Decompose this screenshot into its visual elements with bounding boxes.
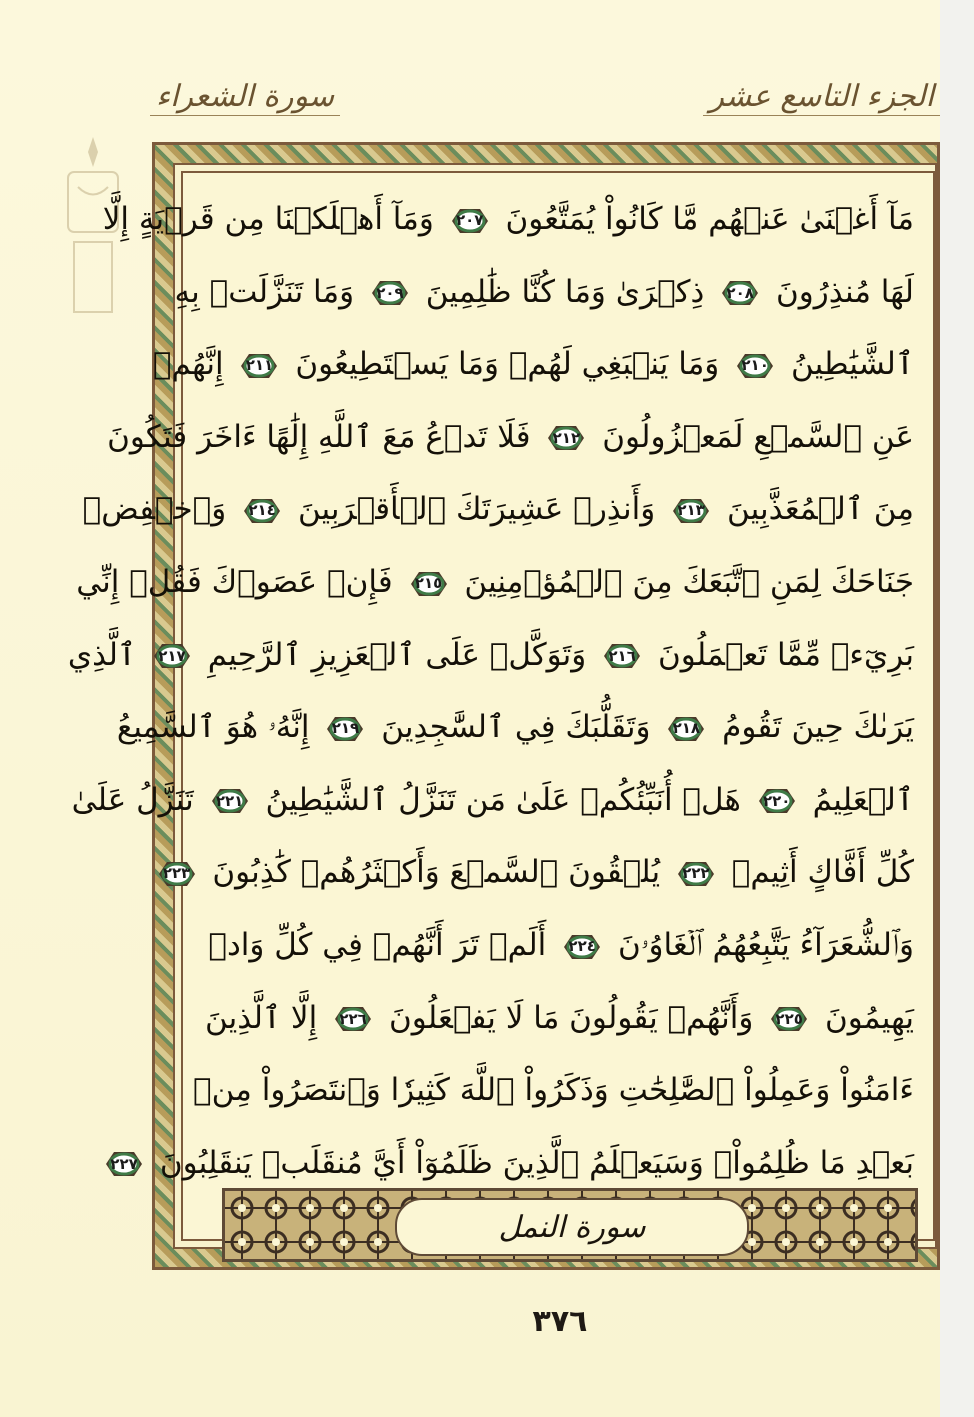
ayah-number-marker [152,641,192,671]
surah-name-cartouche [395,1198,749,1256]
ayah-number: ٢٠٩ [376,283,404,302]
verse-line [67,626,922,684]
ayah-number-marker [720,278,760,308]
ayah-number-marker [242,496,282,526]
ayah-number-marker [562,932,602,962]
ayah-number-marker [769,1004,809,1034]
verse-text: تَنَزَّلُ عَلَىٰ [71,781,194,818]
verse-line [174,263,922,321]
verse-text: وَتَوَكَّلۡ عَلَى ٱلۡعَزِيزِ ٱلرَّحِيمِ [207,636,587,673]
ayah-number: ٢١٣ [677,501,705,520]
ayah-number: ٢٢٧ [110,1154,138,1173]
verse-text: وَمَا تَنَزَّلَتۡ بِهِ [174,273,355,310]
verse-line [152,335,922,393]
ayah-number-marker [409,569,449,599]
ayah-number-marker [666,714,706,744]
ayah-number: ٢١٢ [552,428,581,447]
verse-text: ءَامَنُواْ وَعَمِلُواْ ٱلصَّٰلِحَٰتِ وَذَكَرُواْ ٱللَّهَ كَثِيرٗا وَٱنتَصَرُواْ مِنۢ [193,1072,914,1109]
verse-text: يَرَىٰكَ حِينَ تَقُومُ [722,709,914,746]
verse-line [116,698,922,756]
ayah-number: ٢٢٠ [762,791,791,810]
ayah-number: ٢٠٧ [455,211,484,229]
verse-text: كُلِّ أَفَّاكٍ أَثِيمٖ [731,854,914,891]
verse-text: أَلَمۡ تَرَ أَنَّهُمۡ فِي كُلِّ وَادٖ [208,927,547,964]
ayah-number-marker [210,786,250,816]
verse-text: مِنَ ٱلۡمُعَذَّبِينَ [727,491,914,528]
ayah-number: ٢٢٤ [568,937,596,956]
verse-text: هَلۡ أُنَبِّئُكُمۡ عَلَىٰ مَن تَنَزَّلُ ٱلشَّيَٰطِينُ [265,781,741,818]
ayah-number-marker [671,496,711,526]
ayah-number: ٢١٤ [248,501,276,520]
surah-name: سورة النمل [498,1209,646,1245]
ayah-number: ٢٢١ [215,791,244,810]
verse-text: وَتَقَلُّبَكَ فِي ٱلسَّٰجِدِينَ [381,709,651,746]
ayah-number-marker [370,278,410,308]
verse-text: لَهَا مُنذِرُونَ [776,273,914,310]
ayah-number: ٢٢٢ [682,864,710,883]
ayah-number-marker [602,641,642,671]
ayah-number-marker [325,714,365,744]
verse-text: وَأَنذِرۡ عَشِيرَتَكَ ٱلۡأَقۡرَبِينَ [297,491,656,528]
verse-line [107,408,922,466]
verse-text: بَرِيٓءٞ مِّمَّا تَعۡمَلُونَ [657,636,914,673]
verse-text: وَٱخۡفِضۡ [82,491,227,528]
verse-text: وَمَآ أَهۡلَكۡنَا مِن قَرۡيَةٍ إِلَّا [102,201,434,237]
surah-title: سورة الشعراء [150,79,340,116]
ayah-number-marker [546,423,586,453]
verse-line [193,1061,922,1119]
verse-line [76,553,922,611]
ayah-number-marker [104,1149,144,1179]
verse-text: وَمَا يَنۢبَغِي لَهُمۡ وَمَا يَسۡتَطِيعُونَ [295,346,720,383]
verse-text: فَإِنۡ عَصَوۡكَ فَقُلۡ إِنِّي [76,564,393,601]
verse-text: ٱلۡعَلِيمُ [812,781,914,818]
ayah-number: ٢٢٥ [775,1009,803,1028]
verse-text: فَلَا تَدۡعُ مَعَ ٱللَّهِ إِلَٰهًا ءَاخَرَ فَتَكُونَ [107,418,531,455]
page-header [150,72,940,122]
ayah-number: ٢٠٨ [726,283,754,302]
verse-line [208,916,922,974]
verse-text: ٱلَّذِي [67,636,137,673]
surah-banner [222,1188,918,1262]
verse-line [82,480,922,538]
ayah-number-marker [239,351,279,381]
verse-text: إِلَّا ٱلَّذِينَ [204,999,318,1036]
ayah-number: ٢٢٦ [339,1009,367,1028]
verse-text: إِنَّهُمۡ [152,346,224,383]
ayah-number: ٢٢٣ [162,864,191,883]
verse-line [162,843,922,901]
ayah-number: ٢١١ [245,356,274,375]
page-edge-strip [940,0,974,1417]
verse-text: وَٱلشُّعَرَآءُ يَتَّبِعُهُمُ ٱلۡغَاوُۥنَ [618,927,914,964]
ayah-number: ٢١٩ [331,719,360,738]
ayah-number: ٢١٦ [608,646,636,665]
ayah-number-marker [735,351,775,381]
verse-line [110,1134,922,1192]
verse-text: جَنَاحَكَ لِمَنِ ٱتَّبَعَكَ مِنَ ٱلۡمُؤۡمِنِينَ [464,564,914,601]
ayah-number-marker [333,1004,373,1034]
verse-text: إِنَّهُۥ هُوَ ٱلسَّمِيعُ [116,709,310,746]
verse-text: وَأَنَّهُمۡ يَقُولُونَ مَا لَا يَفۡعَلُونَ [388,999,754,1036]
verses-block [67,190,922,1192]
verse-text: يَهِيمُونَ [825,999,914,1036]
ayah-number: ٢١٥ [414,574,443,593]
verse-text: ٱلشَّيَٰطِينُ [790,346,914,383]
juz-title: الجزء التاسع عشر [703,79,940,116]
verse-text: بَعۡدِ مَا ظُلِمُواْۗ وَسَيَعۡلَمُ ٱلَّذِينَ ظَلَمُوٓاْ أَيَّ مُنقَلَبٖ يَنقَلِبُونَ [159,1144,914,1181]
ayah-number-marker [450,206,490,236]
ayah-number: ٢١٧ [158,646,186,665]
ayah-number: ٢١٨ [672,719,701,738]
verse-text: مَآ أَغۡنَىٰ عَنۡهُم مَّا كَانُواْ يُمَتَّعُونَ [505,201,914,237]
ayah-number-marker [676,859,716,889]
verse-text: يُلۡقُونَ ٱلسَّمۡعَ وَأَكۡثَرُهُمۡ كَٰذِبُونَ [212,854,661,891]
ayah-number: ٢١٠ [741,356,769,375]
verse-text: عَنِ ٱلسَّمۡعِ لَمَعۡزُولُونَ [602,418,914,455]
verse-line [204,989,922,1047]
page-number: ٣٧٦ [532,1304,588,1339]
verse-text: ذِكۡرَىٰ وَمَا كُنَّا ظَٰلِمِينَ [425,273,705,310]
ayah-number-marker [157,859,197,889]
verse-line [102,190,922,248]
ayah-number-marker [757,786,797,816]
verse-line [71,771,922,829]
